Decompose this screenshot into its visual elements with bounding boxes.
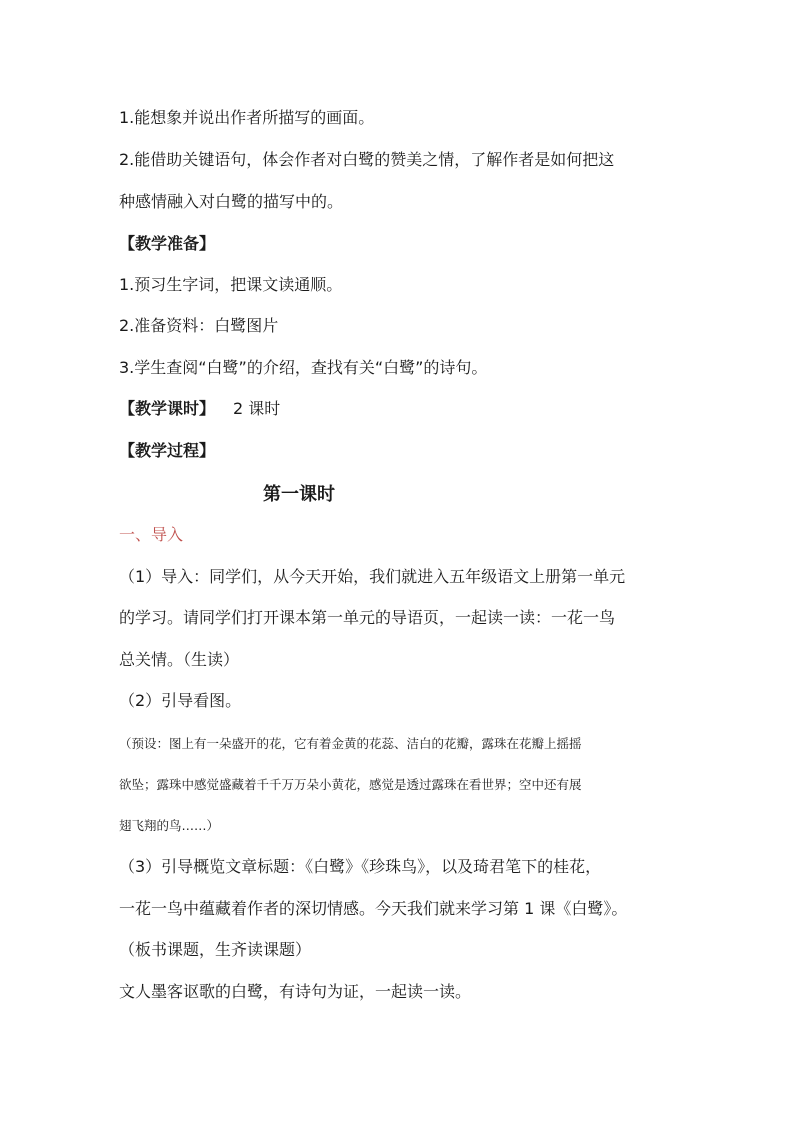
goal-1: 1.能想象并说出作者所描写的画面。 [119,108,375,127]
preset-line-3: 翅飞翔的鸟……） [119,818,220,833]
para-3-line-2: 一花一鸟中蕴藏着作者的深切情感。今天我们就来学习第 1 课《白鹭》。 [119,899,628,918]
hours-value: 2 课时 [233,399,281,418]
goal-2-line-2: 种感情融入对白鹭的描写中的。 [119,192,344,211]
lesson-title: 第一课时 [263,484,335,505]
para-1-line-2: 的学习。请同学们打开课本第一单元的导语页，一起读一读：一花一鸟 [119,608,616,627]
para-1-line-3: 总关情。（生读） [119,650,240,669]
para-4: 文人墨客讴歌的白鹭，有诗句为证，一起读一读。 [119,982,472,1001]
prep-item-2: 2.准备资料：白鹭图片 [119,316,279,335]
preset-line-1: （预设：图上有一朵盛开的花，它有着金黄的花蕊、洁白的花瓣，露珠在花瓣上摇摇 [119,736,582,751]
para-2: （2）引导看图。 [119,691,242,710]
prep-item-3: 3.学生查阅“白鹭”的介绍，查找有关“白鹭”的诗句。 [119,358,488,377]
section-intro-heading: 一、导入 [119,525,184,544]
prep-heading: 【教学准备】 [119,234,216,253]
prep-item-1: 1.预习生字词，把课文读通顺。 [119,275,343,294]
preset-line-2: 欲坠；露珠中感觉盛藏着千千万万朵小黄花，感觉是透过露珠在看世界；空中还有展 [119,777,582,792]
para-3-line-3: （板书课题，生齐读课题） [119,940,312,959]
para-3-line-1: （3）引导概览文章标题：《白鹭》《珍珠鸟》，以及琦君笔下的桂花， [119,857,602,876]
goal-2-line-1: 2.能借助关键语句，体会作者对白鹭的赞美之情，了解作者是如何把这 [119,150,615,169]
process-heading: 【教学过程】 [119,441,216,460]
para-1-line-1: （1）导入：同学们，从今天开始，我们就进入五年级语文上册第一单元 [119,567,626,586]
hours-row [119,398,719,420]
hours-heading: 【教学课时】 [119,399,216,418]
